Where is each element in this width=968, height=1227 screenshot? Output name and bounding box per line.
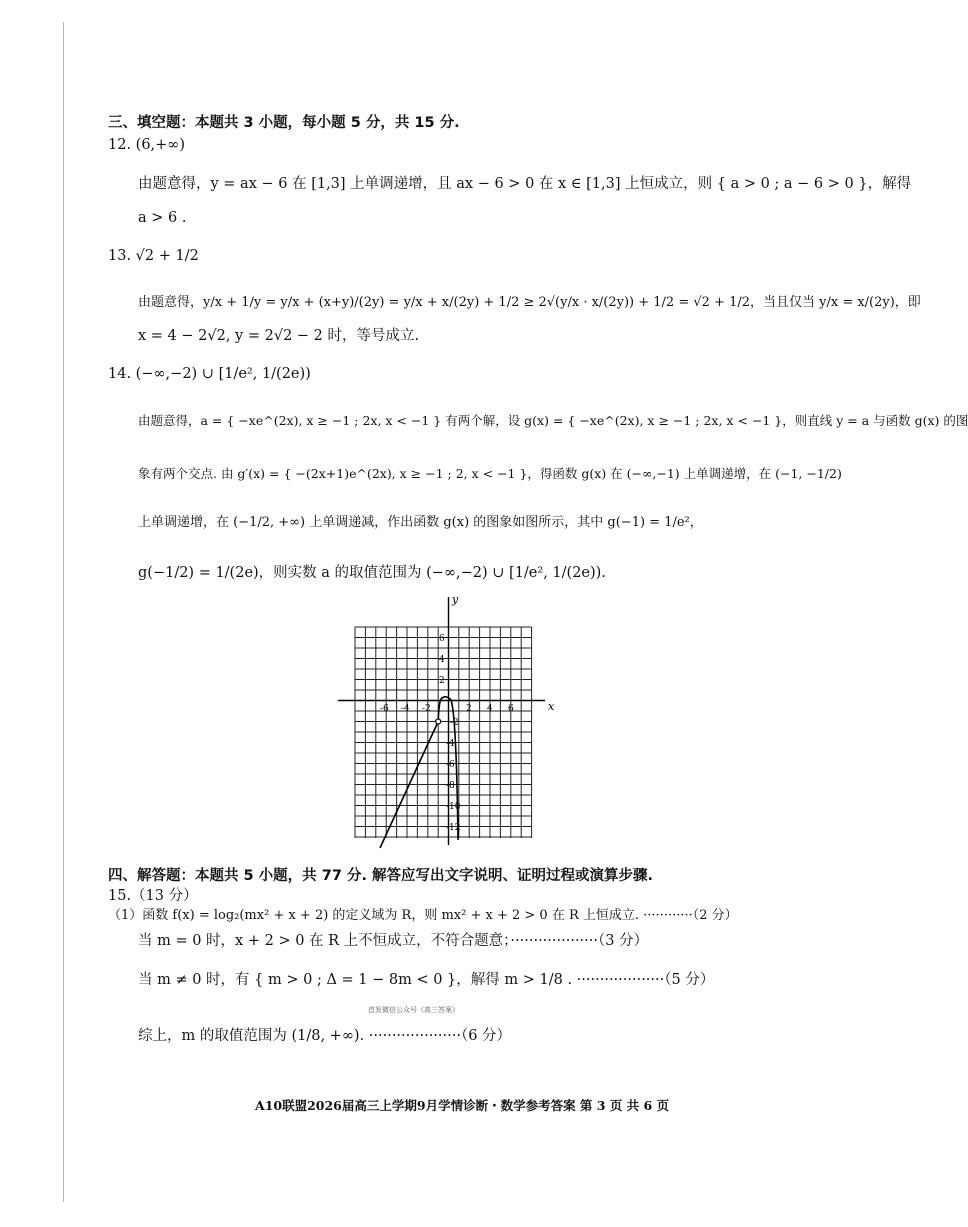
x-tick-label: -6 <box>380 704 389 714</box>
q15-step-1: （1）函数 f(x) = log₂(mx² + x + 2) 的定义域为 R，则 mx² + x + 2 > 0 在 R 上恒成立. ············（2 分） <box>108 908 738 923</box>
q14-line-2: 象有两个交点. 由 g′(x) = { −(2x+1)e^(2x), x ≥ −1 ; 2, x < −1 }，得函数 g(x) 在 (−∞,−1) 上单调递增，在 (−1, −1/2) <box>138 466 842 481</box>
x-tick-label: -2 <box>422 704 431 714</box>
q15-title: 15.（13 分） <box>108 888 198 904</box>
margin-line <box>63 22 64 1202</box>
y-tick-label: 6 <box>439 634 445 644</box>
q15-step-4: 综上，m 的取值范围为 (1/8, +∞). ····················（6 分） <box>138 1028 512 1044</box>
q13-equality-condition: x = 4 − 2√2, y = 2√2 − 2 时，等号成立. <box>138 328 420 344</box>
watermark-caption: 首发微信公众号《高三答案》 <box>368 1006 459 1014</box>
open-endpoint <box>436 719 441 724</box>
y-tick-label: -4 <box>446 739 455 749</box>
x-tick-label: 6 <box>508 704 514 714</box>
y-tick-label: -6 <box>446 760 455 770</box>
q14-line-1: 由题意得，a = { −xe^(2x), x ≥ −1 ; 2x, x < −1 } 有两个解，设 g(x) = { −xe^(2x), x ≥ −1 ; 2x, x < −1 }，则直线 y = a 与函数 g(x) 的图 <box>138 413 968 428</box>
q14-function-graph <box>330 590 570 850</box>
x-tick-label: 2 <box>466 704 472 714</box>
q12-answer: 12. (6,+∞) <box>108 137 186 153</box>
y-axis-label: y <box>452 593 459 606</box>
q15-step-2: 当 m = 0 时，x + 2 > 0 在 R 上不恒成立，不符合题意；···················（3 分） <box>138 933 649 949</box>
page-footer: A10联盟2026届高三上学期9月学情诊断・数学参考答案 第 3 页 共 6 页 <box>255 1098 670 1113</box>
y-tick-label: -8 <box>446 781 455 791</box>
x-axis-label: x <box>548 700 555 713</box>
q14-line-3: 上单调递增，在 (−1/2, +∞) 上单调递减，作出函数 g(x) 的图象如图所示，其中 g(−1) = 1/e²， <box>138 515 703 530</box>
section-4-header: 四、解答题：本题共 5 小题，共 77 分. 解答应写出文字说明、证明过程或演算步骤. <box>108 868 654 884</box>
y-tick-label: -10 <box>446 802 461 812</box>
x-tick-label: -4 <box>401 704 410 714</box>
q15-step-3: 当 m ≠ 0 时，有 { m > 0 ; Δ = 1 − 8m < 0 }，解得 m > 1/8 . ···················（5 分） <box>138 972 715 988</box>
q12-explanation: 由题意得，y = ax − 6 在 [1,3] 上单调递增，且 ax − 6 > 0 在 x ∈ [1,3] 上恒成立，则 { a > 0 ; a − 6 > 0 }，解得 <box>138 176 912 192</box>
y-tick-label: -2 <box>450 718 459 728</box>
y-tick-label: -12 <box>446 823 461 833</box>
q14-answer: 14. (−∞,−2) ∪ [1/e², 1/(2e)) <box>108 366 311 382</box>
q14-line-4: g(−1/2) = 1/(2e)，则实数 a 的取值范围为 (−∞,−2) ∪ [1/e², 1/(2e)). <box>138 565 606 581</box>
q13-explanation: 由题意得，y/x + 1/y = y/x + (x+y)/(2y) = y/x + x/(2y) + 1/2 ≥ 2√(y/x · x/(2y)) + 1/2 = √2 + 1/2，当且仅当 y/x = x/(2y)，即 <box>138 295 921 310</box>
section-3-header: 三、填空题：本题共 3 小题，每小题 5 分，共 15 分. <box>108 115 460 131</box>
q12-result: a > 6 . <box>138 210 187 226</box>
x-tick-label: 4 <box>487 704 493 714</box>
y-tick-label: 4 <box>439 655 445 665</box>
q13-answer: 13. √2 + 1/2 <box>108 248 199 264</box>
y-tick-label: 2 <box>439 676 445 686</box>
